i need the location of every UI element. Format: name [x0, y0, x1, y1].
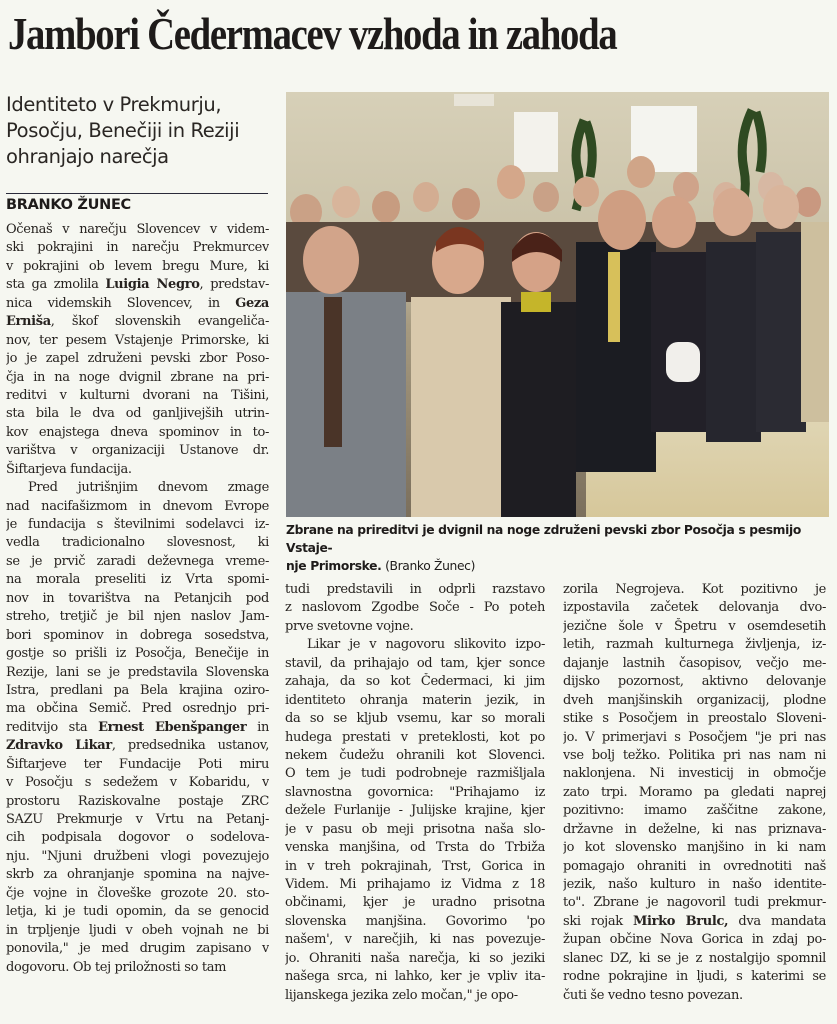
- text-line: se je prvič zaradi deževnega vreme-: [6, 553, 269, 569]
- text-line: sta bila le dva od ganljivejših utrin-: [6, 406, 269, 422]
- text-line: prostoru Raziskovalne postaje ZRC: [6, 793, 269, 809]
- text-line: naklonjena. Ni investicij in območje: [563, 766, 826, 782]
- text-line: nov in tovarištva na Petanjcih pod: [6, 590, 269, 606]
- text-line: reditvi v kulturni dvorani na Tišini,: [6, 387, 269, 403]
- text-line: jo kot slovensko manjšino in ki nam: [563, 840, 826, 856]
- photo-illustration: [286, 92, 829, 517]
- text-line: jo. V primerjavi s Posočjem "je pri nas: [563, 729, 826, 745]
- text-line: O tem je tudi podrobneje razmišljala: [285, 766, 545, 782]
- text-line: in v treh pokrajinah, Trst, Gorica in: [285, 858, 545, 874]
- text-line: slavnostna govornica: "Prihajamo iz: [285, 784, 545, 800]
- text-line: SAZU Prekmurje v Vrtu na Petanj-: [6, 812, 269, 827]
- window: [514, 112, 558, 172]
- text-line: nov, ter pesem Vstajenje Primorske, ki: [6, 332, 269, 348]
- text-line: jo je zapel združeni pevski zbor Poso-: [6, 351, 269, 367]
- text-line: jezik, našo kulturo in našo identite-: [563, 877, 826, 892]
- byline-divider: [6, 193, 268, 194]
- text-line: jezične šole v Špetru v osemdesetih: [563, 618, 826, 634]
- text-line: nad nacifašizmom in dnevom Evrope: [6, 498, 269, 514]
- text-line: cih podpisala dogovor o sodelova-: [6, 830, 269, 846]
- text-line: Rezije, lani se je predstavila Slovenska: [6, 664, 269, 680]
- text-line: našega srca, ni lahko, ker je vpliv ita-: [285, 969, 545, 985]
- text-line: streho, tretjič je bil njen naslov Jam-: [6, 609, 269, 625]
- text-line: varištva v organizaciji Ustanove dr.: [6, 443, 269, 459]
- article-column-2: [285, 581, 545, 1005]
- subheadline-line: Posočju, Benečiji in Reziji: [6, 119, 240, 142]
- text-line: slovenska manjšina. Govorimo 'po: [285, 913, 545, 929]
- text-line: rodne pokrajine in ljudi, s katerimi se: [563, 969, 826, 985]
- text-line: Likar je v nagovoru slikovito izpo-: [307, 637, 545, 653]
- subheadline-line: Identiteto v Prekmurju,: [6, 93, 222, 116]
- text-line: bori spominov in dobrega sosedstva,: [6, 627, 269, 643]
- article-column-3: [563, 581, 826, 1005]
- byline-author: BRANKO ŽUNEC: [6, 197, 131, 213]
- text-line: vedla tradicionalno slovesnost, ki: [6, 535, 269, 551]
- text-line: čje vojne in človeške grozote 20. sto-: [6, 885, 269, 901]
- text-line: dežele Furlanije - Julijske krajine, kjer: [285, 803, 545, 819]
- text-line: čja in na noge dvignil zbrane na pri-: [6, 369, 269, 385]
- caption-text: Zbrane na prireditvi je dvignil na noge združeni pevski zbor Posočja s pesmijo Vstaje- nje Primorske.: [286, 523, 801, 573]
- subheadline: [6, 92, 286, 170]
- article-column-1: [6, 221, 269, 977]
- text-line: Erniša, škof slovenskih evangeliča-: [6, 314, 269, 330]
- text-line: dijsko pozornost, aktivno delovanje: [563, 674, 826, 690]
- text-line: nica videmskih Slovencev, in Geza: [6, 295, 269, 311]
- text-line: jo. Ohraniti naša narečja, ki so jeziki: [285, 950, 545, 966]
- text-line: Pred jutrišnjim dnevom zmage: [28, 480, 269, 496]
- text-line: gostje so prišli iz Posočja, Benečije in: [6, 646, 269, 662]
- text-line: da so se kljub vsemu, kar so morali: [285, 711, 545, 727]
- text-line: sta ga zmolila Luigia Negro, predstav-: [6, 277, 269, 293]
- text-line: z naslovom Zgodbe Soče - Po poteh: [285, 600, 545, 616]
- text-line: ponovila," je med drugim zapisano v: [6, 941, 269, 957]
- ac-unit: [454, 94, 494, 106]
- person-name: Ernest Ebenšpanger: [98, 719, 247, 735]
- text-line: in trpljenje ljudi v obeh vojnah ne bi: [6, 922, 269, 938]
- text-line: zato trpi. Moramo pa gledati naprej: [563, 784, 826, 800]
- text-line: tudi predstavili in odprli razstavo: [285, 582, 545, 597]
- text-line: kov enajstega dneva spominov in to-: [6, 424, 269, 440]
- person-name: Mirko Brulc,: [632, 913, 729, 929]
- text-line: letih, razmah kulturnega življenja, iz-: [563, 637, 826, 653]
- text-line: pomagajo ohraniti in ovrednotiti naš: [563, 858, 826, 874]
- person-name: Erniša: [6, 314, 51, 330]
- text-line: lijanskega jezika zelo močan," je opo-: [285, 987, 518, 1003]
- text-line: državne in deželne, ki nas priznava-: [563, 821, 826, 837]
- text-line: dogovoru. Ob tej priložnosti so tam: [6, 959, 227, 975]
- text-line: Očenaš v narečju Slovencev v videm-: [6, 222, 269, 237]
- text-line: nju. "Njuni družbeni vlogi povezujejo: [6, 848, 269, 864]
- text-line: Videm. Mi prihajamo iz Vidma z 18: [285, 877, 545, 892]
- person-name: Luigia Negro: [105, 277, 200, 293]
- text-line: dajanje lastnih časopisov, večjo me-: [563, 655, 826, 671]
- article-photo: [286, 92, 829, 517]
- text-line: pozitivno: imamo zaščitne zakone,: [563, 803, 826, 819]
- text-line: ma občina Semič. Pred osrednjo pri-: [6, 701, 269, 717]
- text-line: Istra, predlani pa Bela krajina oziro-: [6, 682, 269, 698]
- headline: Jambori Čedermacev vzhoda in zahoda: [8, 9, 617, 59]
- text-line: nekem čudežu ohranili kot Slovenci.: [285, 747, 545, 763]
- photo-credit: (Branko Žunec): [385, 559, 476, 573]
- text-line: reditvijo sta Ernest Ebenšpanger in: [6, 719, 269, 735]
- text-line: stike s Posočjem in preostalo Sloveni-: [563, 711, 826, 727]
- text-line: to". Zbrane je nagovoril tudi prekmur-: [563, 895, 826, 911]
- text-line: v pokrajini ob levem bregu Mure, ki: [6, 258, 269, 274]
- text-line: zahaja, da so kot Čedermaci, ki jim: [285, 674, 545, 690]
- text-line: venska manjšina, od Trsta do Trbiža: [285, 840, 545, 856]
- subheadline-line: ohranjajo narečja: [6, 145, 169, 168]
- text-line: identiteto ohranja materin jezik, in: [285, 692, 545, 708]
- text-line: Šiftarjeva fundacija.: [6, 461, 132, 477]
- text-line: skrb za ohranjanje spomina na najve-: [6, 867, 269, 883]
- photo-caption: [286, 521, 831, 575]
- text-line: izpostavila začetek delovanja dvo-: [563, 600, 826, 616]
- text-line: prve svetovne vojne.: [285, 618, 414, 634]
- text-line: čuti še vedno tesno povezan.: [563, 987, 743, 1003]
- text-line: je v pasu ob meji prisotna naša slo-: [285, 821, 545, 837]
- text-line: dveh manjšinskih organizacij, plodne: [563, 692, 826, 708]
- text-line: ski pokrajini in narečju Prekmurcev: [6, 240, 269, 256]
- text-line: Šiftarjeve ter Fundacije Poti miru: [6, 756, 269, 772]
- text-line: na morala preseliti iz Vrta spomi-: [6, 572, 269, 588]
- text-line: je fundacija s številnimi sodelavci iz-: [6, 517, 269, 532]
- text-line: zorila Negrojeva. Kot pozitivno je: [563, 582, 826, 597]
- text-line: Zdravko Likar, predsednika ustanov,: [6, 738, 269, 754]
- text-line: v Posočju s sedežem v Kobaridu, v: [6, 775, 269, 791]
- person-name: Zdravko Likar: [6, 738, 112, 754]
- text-line: hudega prestati v preteklosti, kot po: [285, 729, 545, 745]
- text-line: ski rojak Mirko Brulc, dva mandata: [563, 913, 826, 929]
- text-line: slanec DZ, ki se je z nostalgijo spomnil: [563, 950, 826, 966]
- text-line: našem', v narečjih, ki nas povezuje-: [285, 932, 545, 948]
- person-name: Geza: [235, 295, 269, 311]
- text-line: župan občine Nova Gorica in zdaj po-: [563, 932, 826, 948]
- text-line: vse bolj težko. Politika pri nas nam ni: [563, 747, 826, 763]
- text-line: stavil, da prihajajo od tam, kjer sonce: [285, 655, 545, 671]
- text-line: občinami, kjer je uradno prisotna: [285, 895, 545, 911]
- text-line: letja, ki je tudi opomin, da se genocid: [6, 904, 269, 920]
